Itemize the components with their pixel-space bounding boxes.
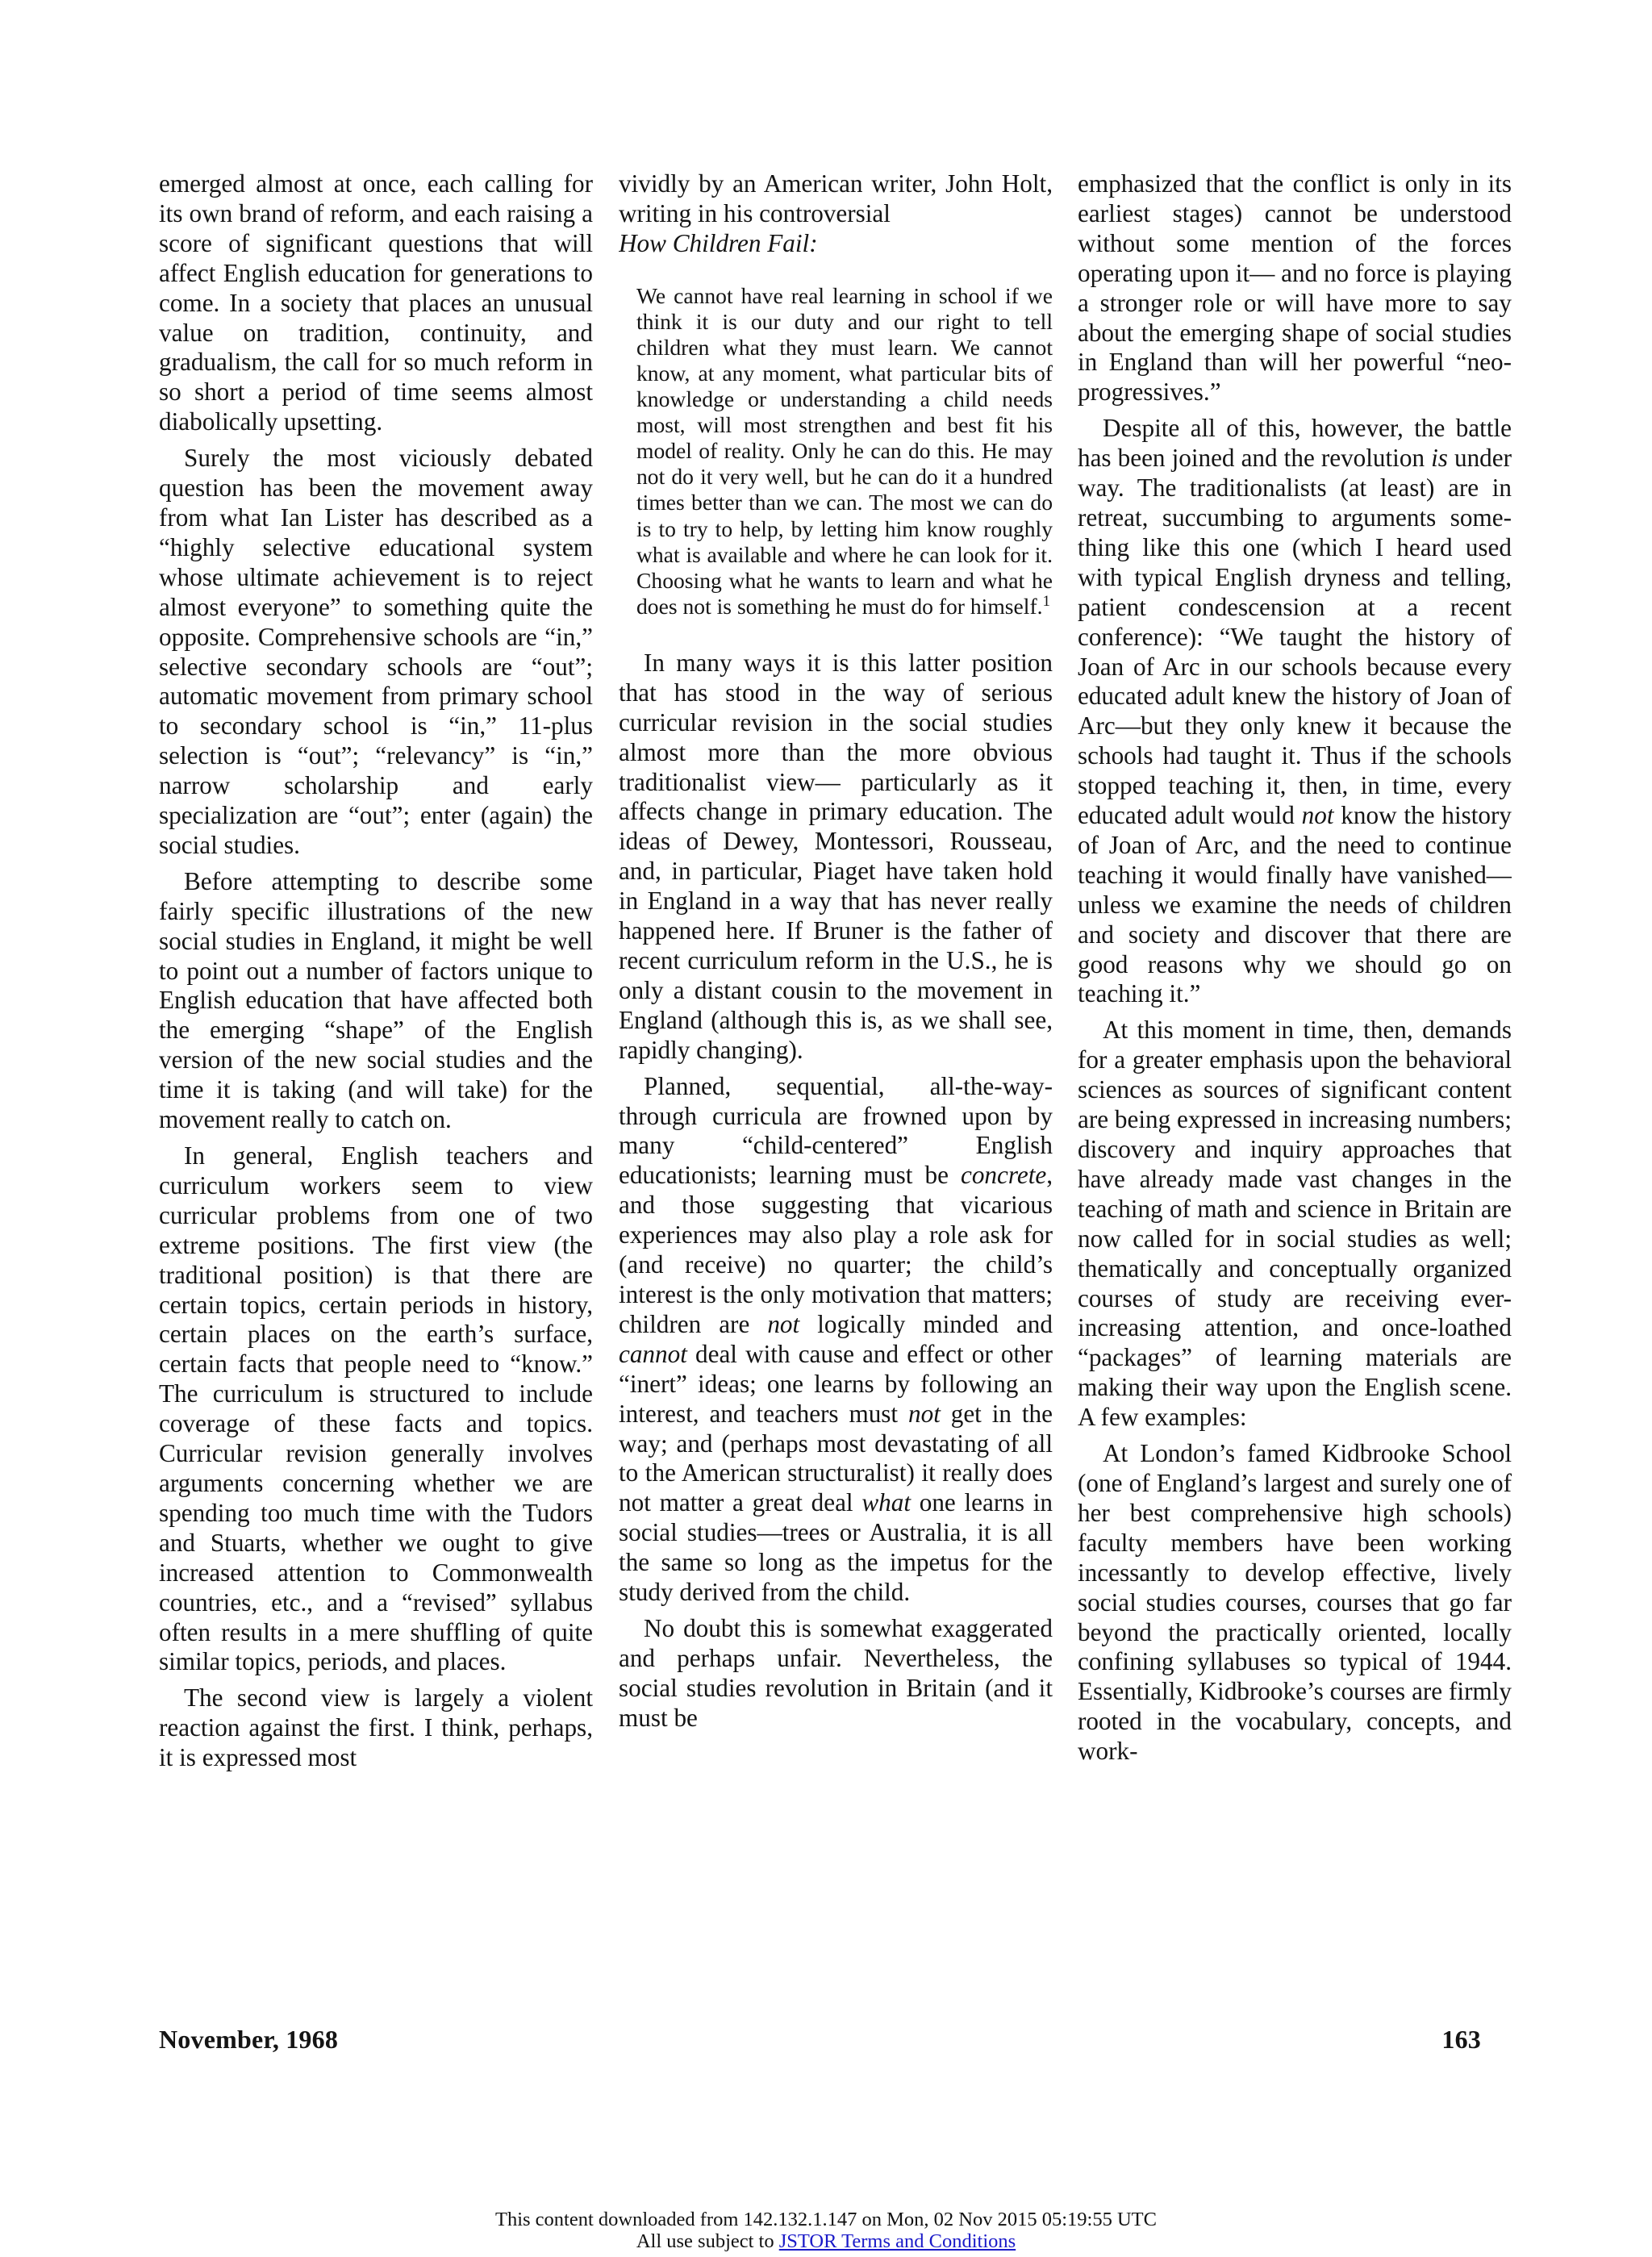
paragraph: In many ways it is this latter position that has stood in the way of serious curricular revision in the social studies almost more than the more obvious traditionalist view— particularly as it affects change in primary education. The ideas of Dewey, Montessori, Rousseau, and, in particular, Piaget have taken hold in England in a way that has never really happened here. If Bruner is the father of recent curriculum reform in the U.S., he is only a distant cousin to the movement in England (although this is, as we shall see, rapidly changing). [619,648,1053,1064]
paragraph: Despite all of this, however, the battle has been joined and the revolution is under way. The traditionalists (at least) are in retreat, succumbing to arguments something like this one (which I heard used with typical English dryness and telling, patient condescension at a recent conference): “We taught the history of Joan of Arc in our schools because every educated adult knew the history of Joan of Arc—but they only knew it because the schools had taught it. Thus if the schools stopped teaching it, then, in time, every educated adult would not know the history of Joan of Arc, and the need to continue teaching it would finally have vanished— unless we examine the needs of children and society and discover that there are good reasons why we should go on teaching it.” [1078,414,1512,1008]
text-column-2 [619,169,1053,2000]
block-quote [636,283,1053,620]
paragraph: At London’s famed Kidbrooke School (one of England’s largest and surely one of her best comprehensive high schools) faculty members have been working incessantly to develop effective, lively social studies courses, courses that go far beyond the practically oriented, locally confining syllabuses so typical of 1944. Essentially, Kidbrooke’s courses are firmly rooted in the vocabulary, concepts, and work- [1078,1439,1512,1766]
paragraph: Surely the most viciously debated question has been the movement away from what Ian Lister has described as a “highly selective educational system whose ultimate achievement is to reject almost everyone” to something quite the opposite. Comprehensive schools are “in,” selective secondary schools are “out”; automatic movement from primary school to secondary school is “in,” 11-plus selection is “out”; “relevancy” is “in,” narrow scholarship and early specialization are “out”; enter (again) the social studies. [159,444,593,859]
text-column-1 [159,169,593,2000]
terms-prefix: All use subject to [636,2230,779,2252]
paragraph: No doubt this is somewhat exaggerated and perhaps unfair. Nevertheless, the social studies revolution in Britain (and it must be [619,1613,1053,1732]
block-quote-text: We cannot have real learning in school if we think it is our duty and our right to tell children what they must learn. We cannot know, at any moment, what particular bits of knowledge or understanding a child needs most, will most strengthen and best fit his model of reality. Only he can do this. He may not do it very well, but he can do it a hundred times better than we can. The most we can do is to try to help, by letting him know roughly what is available and where he can look for it. Choosing what he wants to learn and what he does not is something he must do for himself. [636,282,1053,619]
page-number: 163 [1441,2025,1481,2054]
paragraph: Planned, sequential, all-the-way-through curricula are frowned upon by many “child-centered” English educationists; learning must be concrete, and those suggesting that vicarious experiences may also play a role ask for (and receive) no quarter; the child’s interest is the only motivation that matters; children are not logically minded and cannot deal with cause and effect or other “inert” ideas; one learns by following an interest, and teachers must not get in the way; and (perhaps most devastating of all to the American structuralist) it really does not matter a great deal what one learns in social studies—trees or Australia, it is all the same so long as the impetus for the study derived from the child. [619,1071,1053,1607]
text-column-3 [1078,169,1512,2000]
paragraph-lead: emphasized that the conflict is only in its earliest stages) cannot be understood without some mention of the forces operating upon it— and no force is playing a stronger role or will have more to say about the emerging shape of social studies in England than will her powerful “neo-progressives.” [1078,169,1512,407]
paragraph: In general, English teachers and curriculum workers seem to view curricular problems from one of two extreme positions. The first view (the traditional position) is that there are certain topics, certain periods in history, certain places on the earth’s surface, certain facts that people need to “know.” The curriculum is structured to include coverage of these facts and topics. Curricular revision generally involves arguments concerning whether we are spending too much time with the Tudors and Stuarts, whether we ought to give increased attention to Commonwealth countries, etc., and a “revised” syllabus often results in a mere shuffling of quite similar topics, periods, and places. [159,1141,593,1676]
paragraph: emerged almost at once, each calling for its own brand of reform, and each raising a score of significant questions that will affect English education for generations to come. In a society that places an unusual value on tradition, continuity, and gradualism, the call for so much reform in so short a period of time seems almost diabolically upsetting. [159,169,593,436]
paragraph: The second view is largely a violent reaction against the first. I think, perhaps, it is expressed most [159,1683,593,1772]
paragraph: At this moment in time, then, demands for a greater emphasis upon the behavioral sciences as sources of significant content are being expressed in increasing numbers; discovery and inquiry approaches that have already made vast changes in the teaching of math and science in Britain are now called for in social studies as well; thematically and conceptually organized courses of study are receiving ever-increasing attention, and once-loathed “packages” of learning materials are making their way upon the English scene. A few examples: [1078,1016,1512,1432]
issue-date: November, 1968 [159,2025,339,2054]
terms-notice [0,2230,1652,2253]
footnote-marker: 1 [1042,592,1051,610]
paragraph-lead: vividly by an American writer, John Holt, writing in his controversial [619,169,1053,227]
jstor-terms-link[interactable]: JSTOR Terms and Conditions [778,2230,1016,2252]
download-notice: This content downloaded from 142.132.1.147 on Mon, 02 Nov 2015 05:19:55 UTC [494,2209,1157,2230]
paragraph: Before attempting to describe some fairly specific illustrations of the new social studies in England, it might be well to point out a number of factors unique to English education that have affected both the emerging “shape” of the English version of the new social studies and the time it is taking (and will take) for the movement really to catch on. [159,866,593,1134]
book-title: How Children Fail: [619,228,818,257]
